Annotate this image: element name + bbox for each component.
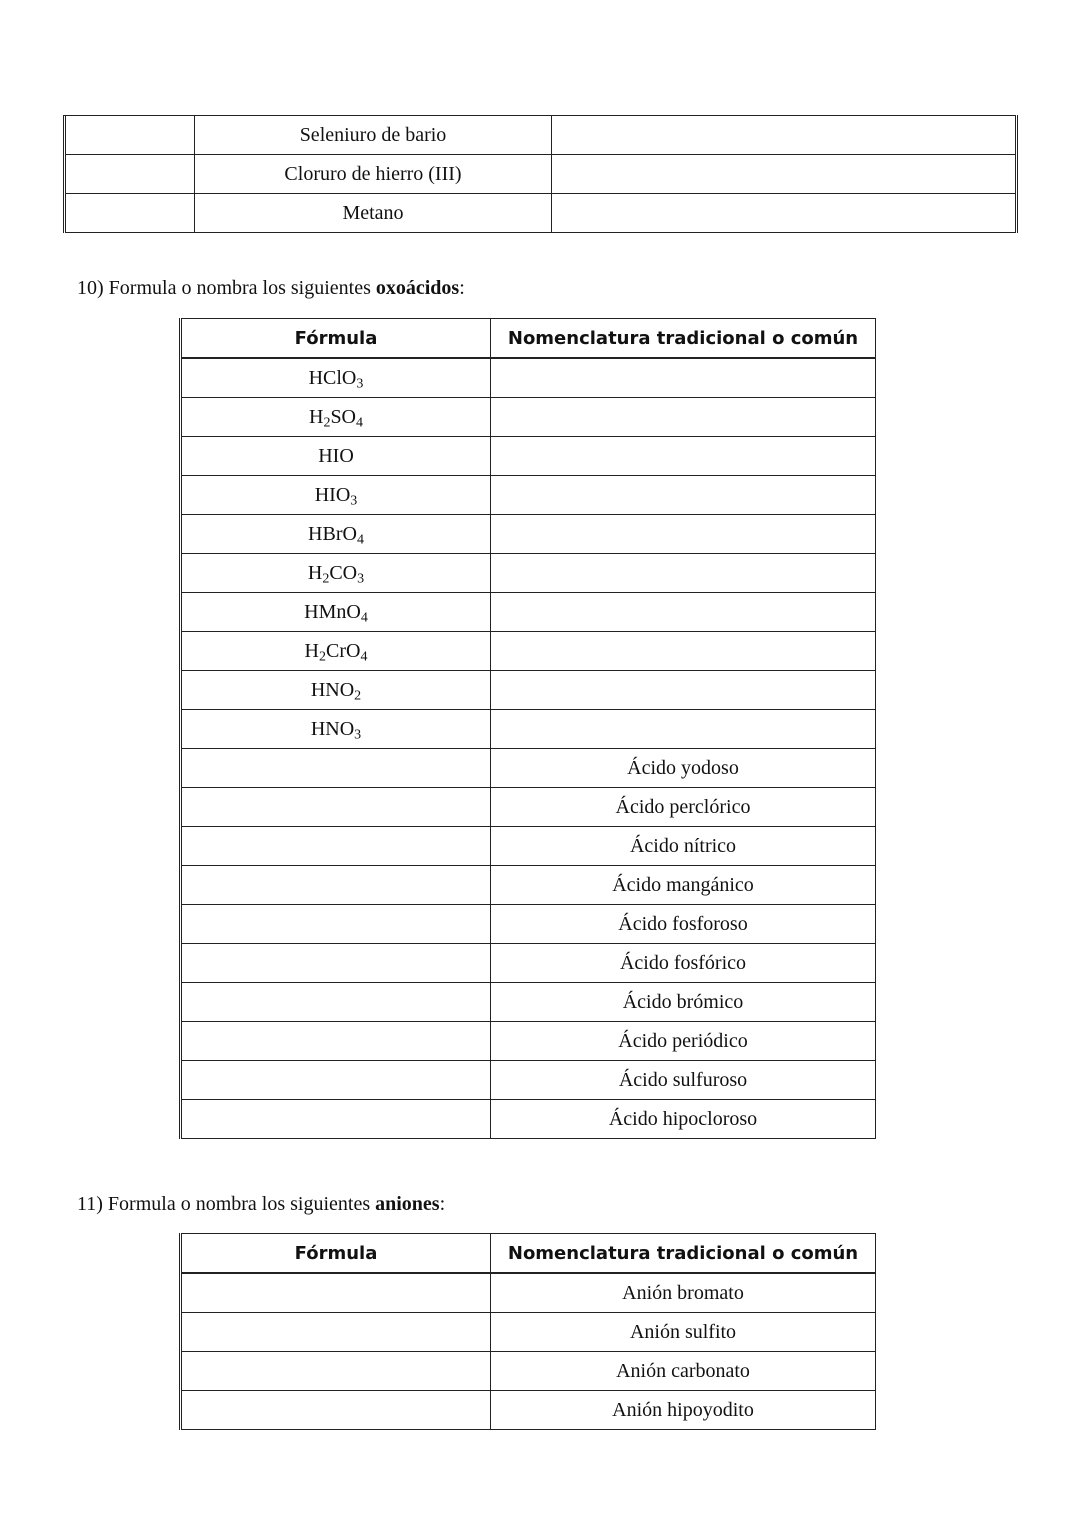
name-cell: Ácido nítrico bbox=[491, 827, 876, 866]
name-cell: Ácido hipocloroso bbox=[491, 1100, 876, 1139]
name-cell: Ácido fosforoso bbox=[491, 905, 876, 944]
table-row bbox=[181, 1061, 876, 1100]
col-name-header: Nomenclatura tradicional o común bbox=[491, 319, 876, 359]
formula-text: HNO bbox=[310, 678, 355, 701]
table-row bbox=[181, 1022, 876, 1061]
formula-text: H bbox=[304, 639, 319, 662]
table-row bbox=[181, 749, 876, 788]
section-bold: oxoácidos bbox=[375, 277, 460, 299]
answer-cell[interactable] bbox=[181, 1022, 491, 1061]
compounds-table bbox=[63, 115, 1018, 233]
answer-cell[interactable] bbox=[491, 398, 876, 437]
formula-subscript: 4 bbox=[360, 610, 368, 625]
answer-cell[interactable] bbox=[181, 866, 491, 905]
answer-cell[interactable] bbox=[491, 710, 876, 749]
formula-subscript: 3 bbox=[356, 376, 364, 391]
answer-cell[interactable] bbox=[181, 983, 491, 1022]
answer-cell[interactable] bbox=[491, 554, 876, 593]
name-cell: Ácido perclórico bbox=[491, 788, 876, 827]
section-number: 11) bbox=[77, 1193, 103, 1215]
answer-cell[interactable] bbox=[181, 1391, 491, 1430]
formula-text: HClO bbox=[308, 366, 357, 389]
section-11-heading bbox=[77, 1193, 445, 1216]
formula-cell bbox=[181, 515, 491, 554]
table-row bbox=[181, 944, 876, 983]
name-cell: Ácido brómico bbox=[491, 983, 876, 1022]
table-row bbox=[181, 1273, 876, 1313]
formula-cell bbox=[181, 710, 491, 749]
answer-cell[interactable] bbox=[491, 515, 876, 554]
name-cell: Cloruro de hierro (III) bbox=[195, 155, 552, 194]
answer-cell[interactable] bbox=[491, 437, 876, 476]
answer-cell[interactable] bbox=[181, 749, 491, 788]
section-end: : bbox=[459, 277, 465, 299]
col-name-header: Nomenclatura tradicional o común bbox=[491, 1234, 876, 1274]
table-row bbox=[181, 437, 876, 476]
formula-subscript: 2 bbox=[354, 688, 362, 703]
name-cell: Anión hipoyodito bbox=[491, 1391, 876, 1430]
col-formula-header: Fórmula bbox=[181, 319, 491, 359]
table-row bbox=[65, 155, 1017, 194]
answer-cell[interactable] bbox=[181, 1273, 491, 1313]
table-row bbox=[181, 788, 876, 827]
section-text: Formula o nombra los siguientes bbox=[108, 277, 376, 299]
answer-cell[interactable] bbox=[552, 155, 1017, 194]
formula-text: CrO bbox=[326, 639, 361, 662]
table-row bbox=[181, 710, 876, 749]
name-cell: Anión carbonato bbox=[491, 1352, 876, 1391]
table-row bbox=[181, 1391, 876, 1430]
table-row bbox=[181, 632, 876, 671]
formula-cell bbox=[181, 671, 491, 710]
formula-cell bbox=[181, 358, 491, 398]
formula-subscript: 4 bbox=[356, 415, 364, 430]
table-row bbox=[65, 116, 1017, 155]
answer-cell[interactable] bbox=[181, 1352, 491, 1391]
answer-cell[interactable] bbox=[181, 905, 491, 944]
answer-cell[interactable] bbox=[181, 1100, 491, 1139]
answer-cell[interactable] bbox=[552, 194, 1017, 233]
name-cell: Ácido sulfuroso bbox=[491, 1061, 876, 1100]
table-row bbox=[181, 1352, 876, 1391]
formula-cell bbox=[181, 437, 491, 476]
table-row bbox=[181, 358, 876, 398]
answer-cell[interactable] bbox=[181, 1061, 491, 1100]
oxoacids-table bbox=[179, 318, 876, 1139]
table-row bbox=[181, 866, 876, 905]
section-end: : bbox=[439, 1193, 446, 1215]
name-cell: Ácido fosfórico bbox=[491, 944, 876, 983]
table-row bbox=[181, 593, 876, 632]
header-row bbox=[181, 319, 876, 359]
table-row bbox=[181, 671, 876, 710]
answer-cell[interactable] bbox=[491, 358, 876, 398]
col-formula-header: Fórmula bbox=[181, 1234, 491, 1274]
table-row bbox=[181, 827, 876, 866]
answer-cell[interactable] bbox=[181, 827, 491, 866]
section-bold: aniones bbox=[375, 1193, 440, 1215]
answer-cell[interactable] bbox=[181, 788, 491, 827]
formula-cell[interactable] bbox=[65, 155, 195, 194]
answer-cell[interactable] bbox=[491, 671, 876, 710]
answer-cell[interactable] bbox=[552, 116, 1017, 155]
formula-subscript: 3 bbox=[357, 571, 365, 586]
table-row bbox=[181, 515, 876, 554]
formula-cell bbox=[181, 398, 491, 437]
table-row bbox=[181, 905, 876, 944]
formula-cell[interactable] bbox=[65, 116, 195, 155]
formula-subscript: 2 bbox=[322, 571, 330, 586]
formula-text: HIO bbox=[318, 444, 354, 467]
name-cell: Seleniuro de bario bbox=[195, 116, 552, 155]
formula-subscript: 2 bbox=[319, 649, 326, 664]
name-cell: Metano bbox=[195, 194, 552, 233]
answer-cell[interactable] bbox=[491, 632, 876, 671]
answer-cell[interactable] bbox=[181, 944, 491, 983]
name-cell: Ácido yodoso bbox=[491, 749, 876, 788]
header-row bbox=[181, 1234, 876, 1274]
answer-cell[interactable] bbox=[491, 476, 876, 515]
table-row bbox=[181, 1313, 876, 1352]
formula-text: HMnO bbox=[304, 600, 361, 623]
section-10-heading bbox=[77, 277, 465, 300]
formula-subscript: 2 bbox=[323, 415, 331, 430]
name-cell: Anión sulfito bbox=[491, 1313, 876, 1352]
name-cell: Ácido periódico bbox=[491, 1022, 876, 1061]
formula-text: H bbox=[307, 561, 323, 584]
formula-text: HNO bbox=[310, 717, 355, 740]
table-row bbox=[181, 554, 876, 593]
formula-cell bbox=[181, 476, 491, 515]
table-row bbox=[181, 398, 876, 437]
formula-text: HIO bbox=[314, 483, 351, 506]
name-cell: Anión bromato bbox=[491, 1273, 876, 1313]
formula-cell bbox=[181, 632, 491, 671]
formula-text: HBrO bbox=[308, 522, 357, 545]
formula-cell bbox=[181, 554, 491, 593]
formula-cell bbox=[181, 593, 491, 632]
section-text: Formula o nombra los siguientes bbox=[107, 1193, 376, 1215]
formula-subscript: 4 bbox=[360, 649, 368, 664]
table-row bbox=[181, 476, 876, 515]
formula-text: CO bbox=[329, 561, 358, 584]
table-row bbox=[181, 983, 876, 1022]
formula-cell[interactable] bbox=[65, 194, 195, 233]
formula-subscript: 4 bbox=[356, 532, 364, 547]
answer-cell[interactable] bbox=[181, 1313, 491, 1352]
formula-text: H bbox=[308, 405, 324, 428]
name-cell: Ácido mangánico bbox=[491, 866, 876, 905]
anions-table bbox=[179, 1233, 876, 1430]
table-row bbox=[181, 1100, 876, 1139]
answer-cell[interactable] bbox=[491, 593, 876, 632]
formula-text: SO bbox=[330, 405, 357, 428]
formula-subscript: 3 bbox=[354, 727, 362, 742]
formula-subscript: 3 bbox=[350, 493, 358, 508]
table-row bbox=[65, 194, 1017, 233]
section-number: 10) bbox=[77, 277, 104, 299]
